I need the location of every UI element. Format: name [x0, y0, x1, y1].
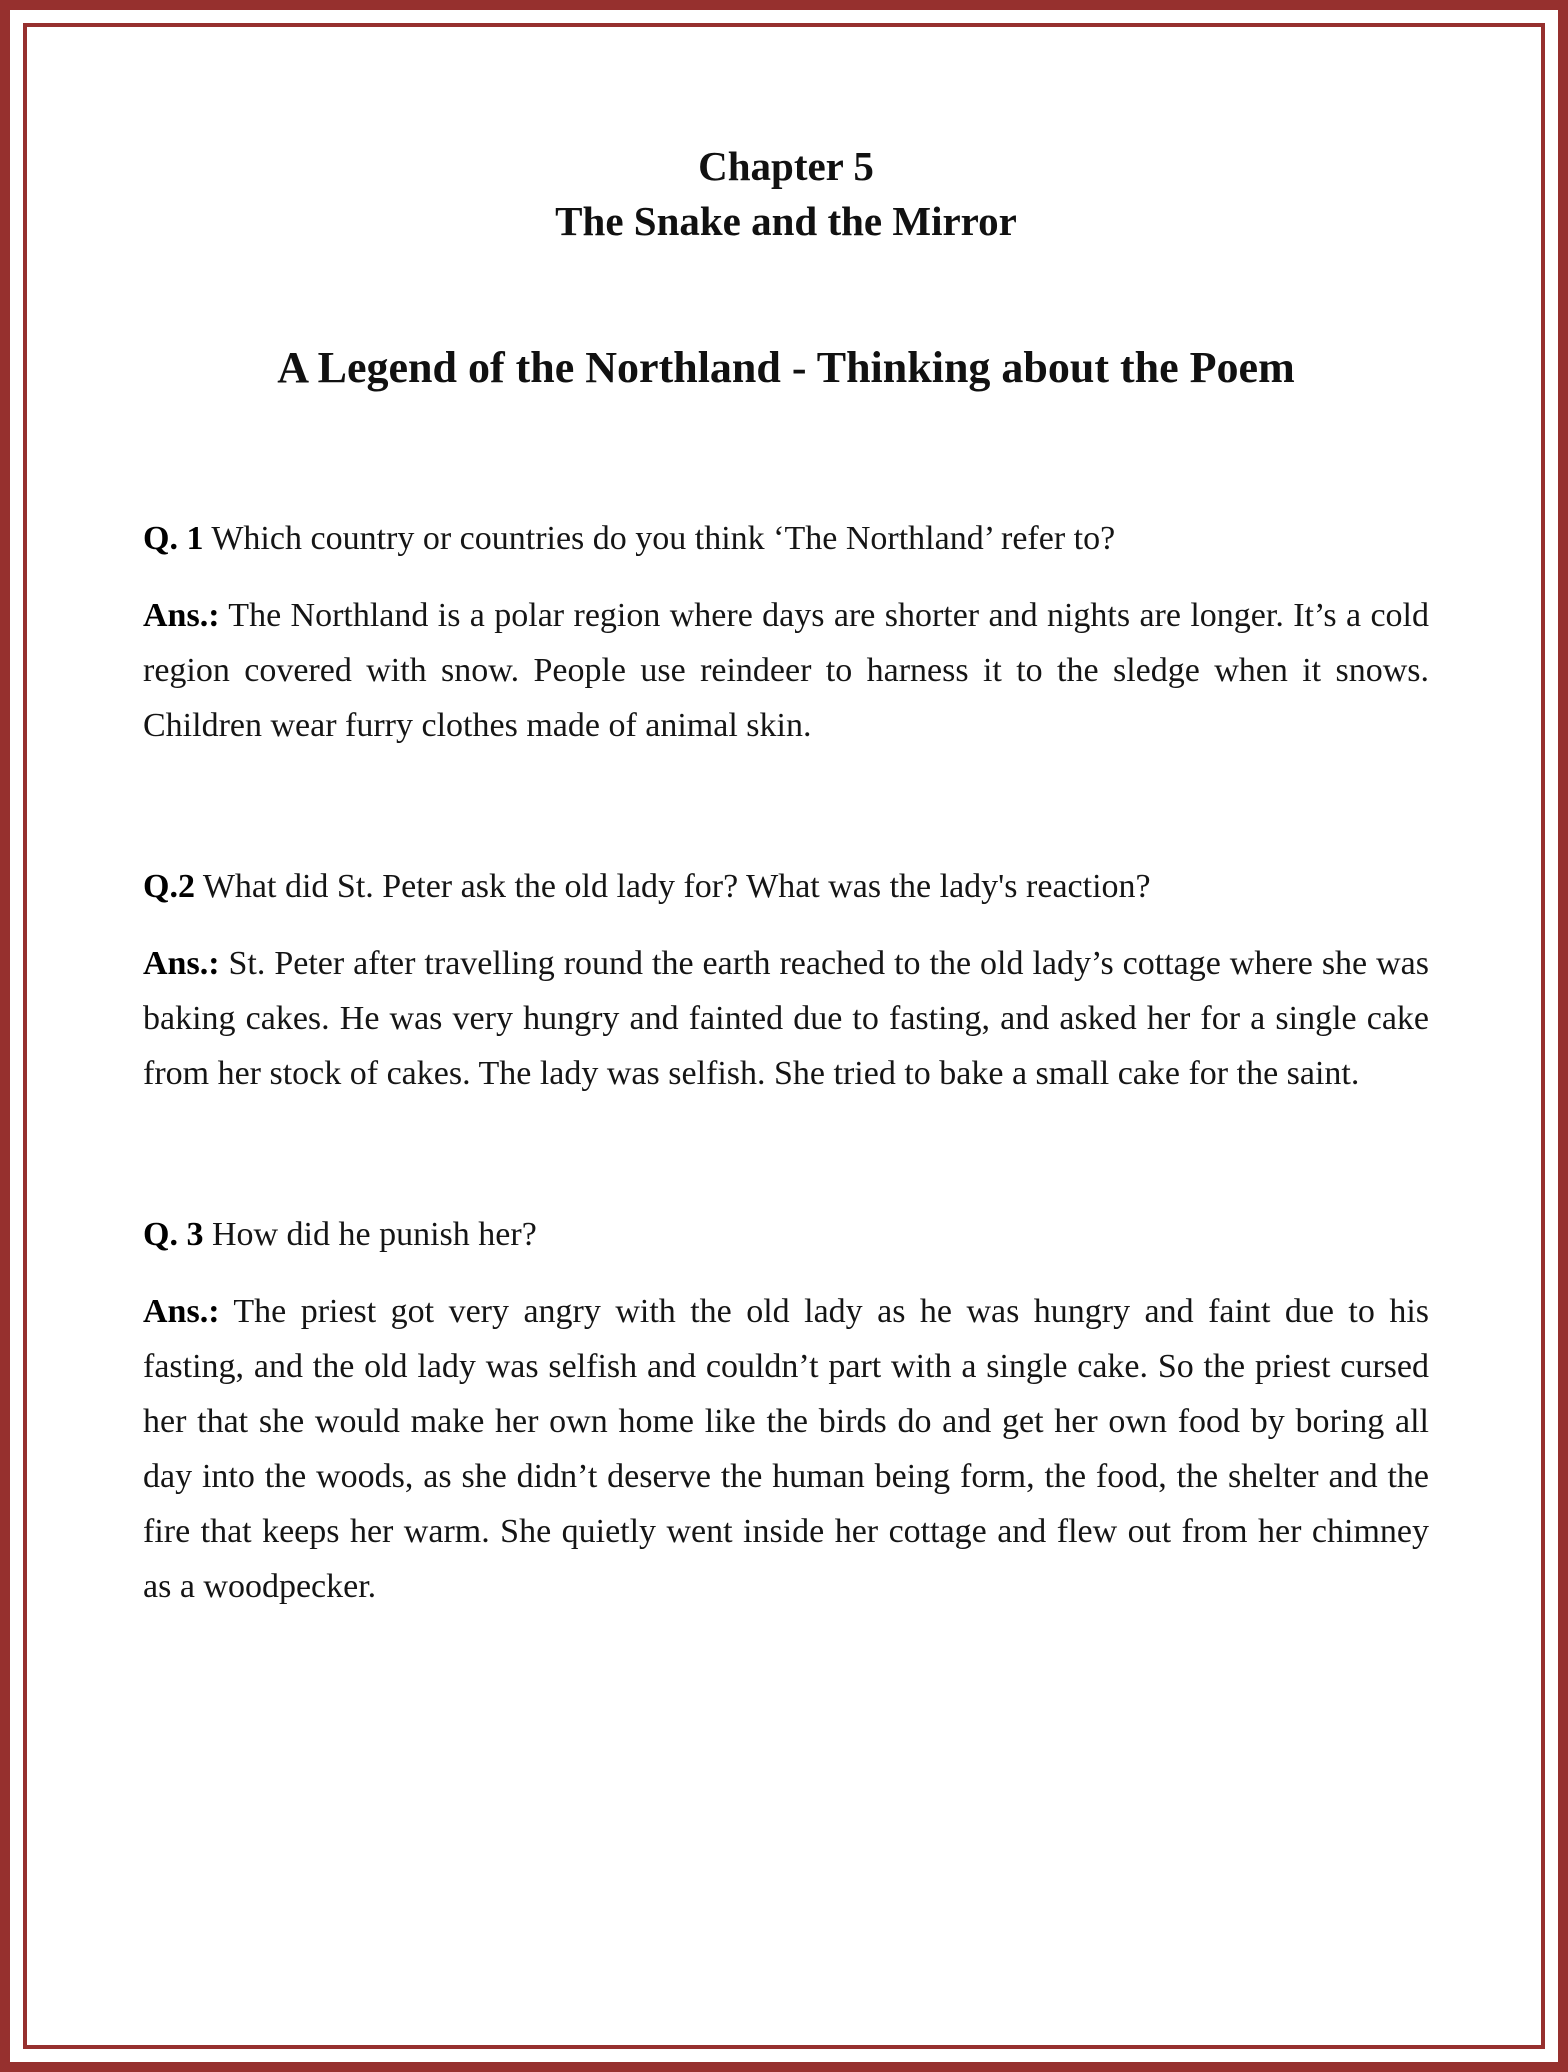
answer-2-label: Ans.: — [143, 944, 220, 982]
question-2-text: What did St. Peter ask the old lady for? What was the lady's reaction? — [202, 867, 1151, 905]
chapter-title: Chapter 5 — [698, 143, 874, 189]
question-2-label: Q.2 — [143, 867, 195, 905]
answer-1 — [143, 588, 1429, 753]
chapter-subtitle: The Snake and the Mirror — [555, 198, 1017, 245]
question-3-label: Q. 3 — [143, 1215, 204, 1253]
question-1-label: Q. 1 — [143, 519, 204, 557]
answer-2-text: St. Peter after travelling round the earth reached to the old lady’s cottage where she was baking cakes. He was very hungry and fainted due to fasting, and asked her for a single cake from her stock of cakes. The lady was selfish. She tried to bake a small cake for the saint. — [143, 944, 1430, 1092]
answer-2 — [143, 936, 1429, 1101]
answer-1-label: Ans.: — [143, 596, 220, 634]
qa-block-1 — [143, 511, 1429, 753]
answer-3-text: The priest got very angry with the old lady as he was hungry and faint due to his fasting, and the old lady was selfish and couldn’t part with a single cake. So the priest cursed her that she would make her own home like the birds do and get her own food by boring all day into the woods, as she didn’t deserve the human being form, the food, the shelter and the fire that keeps her warm. She quietly went inside her cottage and flew out from her chimney as a woodpecker. — [143, 1292, 1429, 1605]
answer-1-text: The Northland is a polar region where days are shorter and nights are longer. It’s a cold region covered with snow. People use reindeer to harness it to the sledge when it snows. Children wear furry clothes made of animal skin. — [143, 596, 1430, 744]
qa-block-2 — [143, 859, 1429, 1101]
question-3-text: How did he punish her? — [211, 1215, 537, 1253]
answer-3-label: Ans.: — [143, 1292, 220, 1330]
page-content — [27, 27, 1541, 1614]
qa-block-3 — [143, 1207, 1429, 1614]
section-heading: A Legend of the Northland - Thinking about the Poem — [277, 342, 1295, 392]
question-1-text: Which country or countries do you think ‘The Northland’ refer to? — [211, 519, 1116, 557]
question-2 — [143, 859, 1429, 914]
answer-3 — [143, 1284, 1429, 1614]
question-3 — [143, 1207, 1429, 1262]
question-1 — [143, 511, 1429, 566]
page-inner-border — [23, 23, 1545, 2049]
